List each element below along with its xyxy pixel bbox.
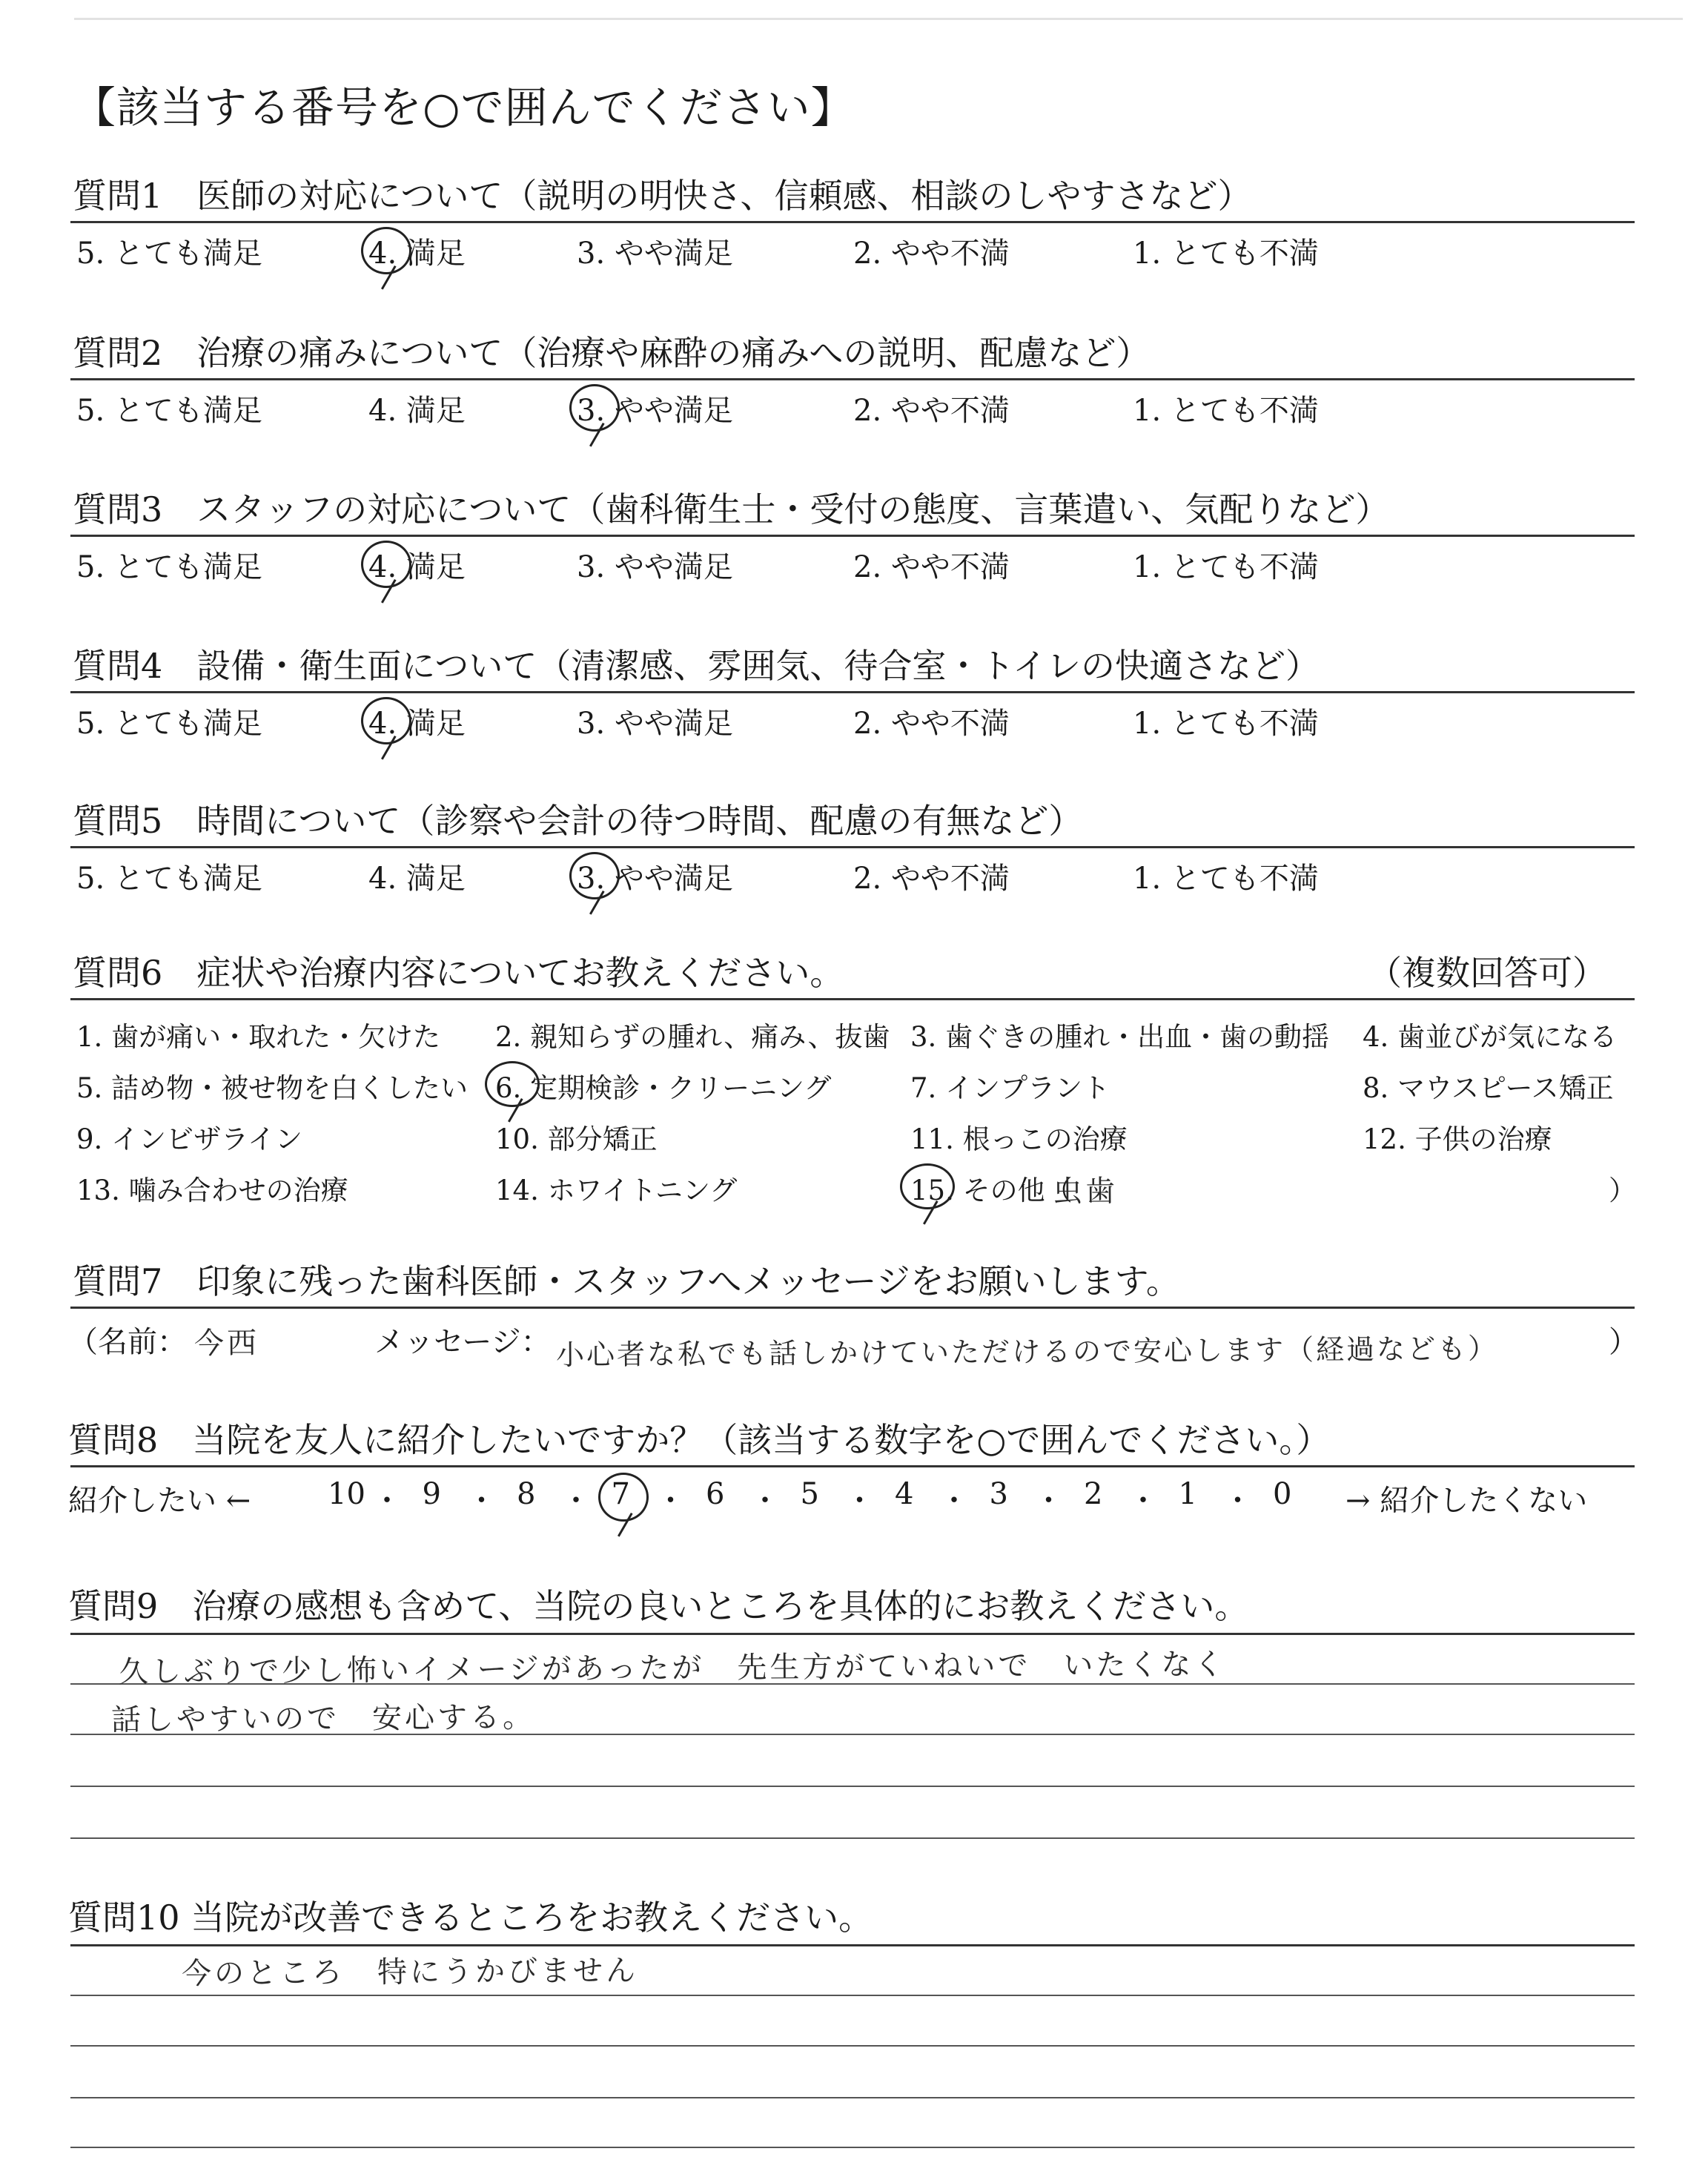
q10-title: 質問10 当院が改善できるところをお教えください。	[68, 1898, 873, 1938]
q9-title: 質問9 治療の感想も含めて、当院の良いところを具体的にお教えください。	[68, 1586, 1249, 1626]
q10-line-5	[70, 2147, 1635, 2148]
q5-option-3[interactable]: 3. やや満足	[577, 862, 733, 896]
q8-right-label: → 紹介したくない	[1345, 1484, 1588, 1518]
q5-option-5[interactable]: 1. とても不満	[1133, 862, 1319, 896]
q3-option-3[interactable]: 3. やや満足	[577, 550, 733, 584]
q1-title: 質問1 医師の対応について（説明の明快さ、信頼感、相談のしやすさなど）	[73, 176, 1252, 216]
q8-separator-1: ・	[372, 1484, 402, 1518]
q6-option-6[interactable]: 6. 定期検診・クリーニング	[495, 1072, 832, 1104]
q8-separator-7: ・	[939, 1484, 969, 1518]
q8-scale-4[interactable]: 4	[895, 1477, 914, 1511]
q6-option-5[interactable]: 5. 詰め物・被せ物を白くしたい	[76, 1072, 469, 1104]
q4-option-5[interactable]: 1. とても不満	[1133, 707, 1319, 741]
q2-title: 質問2 治療の痛みについて（治療や麻酔の痛みへの説明、配慮など）	[73, 333, 1151, 373]
q9-line-5	[70, 1837, 1635, 1839]
q7-name-value[interactable]: 今西	[193, 1326, 260, 1361]
q6-option-12[interactable]: 12. 子供の治療	[1363, 1123, 1552, 1155]
q8-scale-1[interactable]: 1	[1178, 1477, 1197, 1511]
q2-selected-circle[interactable]	[569, 384, 620, 432]
q6-option-4[interactable]: 4. 歯並びが気になる	[1363, 1021, 1618, 1053]
q6-option-2[interactable]: 2. 親知らずの腫れ、痛み、抜歯	[495, 1021, 890, 1053]
q9-answer-line-2[interactable]: 話しやすいので 安心する。	[110, 1700, 536, 1737]
q7-message-value[interactable]: 小心者な私でも話しかけていただけるので安心します（経過なども）	[555, 1332, 1499, 1372]
q1-option-3[interactable]: 3. やや満足	[577, 237, 733, 271]
q2-option-2[interactable]: 4. 満足	[368, 394, 466, 428]
q4-title: 質問4 設備・衛生面について（清潔感、雰囲気、待合室・トイレの快適さなど）	[73, 646, 1320, 686]
q5-title: 質問5 時間について（診察や会計の待つ時間、配慮の有無など）	[73, 801, 1083, 841]
q1-option-2[interactable]: 4. 満足	[368, 237, 466, 271]
q6-option-8[interactable]: 8. マウスピース矯正	[1363, 1072, 1614, 1104]
q8-scale-2[interactable]: 2	[1084, 1477, 1103, 1511]
q6-option-3[interactable]: 3. 歯ぐきの腫れ・出血・歯の動揺	[910, 1021, 1330, 1053]
q4-option-3[interactable]: 3. やや満足	[577, 707, 733, 741]
q1-rule	[70, 221, 1635, 223]
q5-option-1[interactable]: 5. とても満足	[76, 862, 262, 896]
q4-option-2[interactable]: 4. 満足	[368, 707, 466, 741]
q3-option-2[interactable]: 4. 満足	[368, 550, 466, 584]
q4-option-4[interactable]: 2. やや不満	[853, 707, 1010, 741]
q6-other-handwritten: 虫歯	[1052, 1174, 1119, 1209]
q10-line-3	[70, 2045, 1635, 2047]
q8-title: 質問8 当院を友人に紹介したいですか？（該当する数字を○で囲んでください。）	[68, 1420, 1331, 1460]
q8-scale-0[interactable]: 0	[1273, 1477, 1292, 1511]
q2-option-1[interactable]: 5. とても満足	[76, 394, 262, 428]
q6-option-9[interactable]: 9. インビザライン	[76, 1123, 302, 1155]
q10-line-1	[70, 1944, 1635, 1946]
page-heading: 【該当する番号を○で囲んでください】	[73, 82, 855, 133]
q10-answer-line-1[interactable]: 今のところ 特にうかびません	[181, 1953, 639, 1992]
q6-selected-circle-15[interactable]	[900, 1163, 955, 1209]
q1-option-1[interactable]: 5. とても満足	[76, 237, 262, 271]
q7-message-label: メッセージ：	[374, 1325, 551, 1359]
q8-separator-3: ・	[561, 1484, 591, 1518]
q6-note: （複数回答可）	[1368, 953, 1606, 993]
q8-separator-10: ・	[1222, 1484, 1253, 1518]
q6-option-15[interactable]: 15. その他（	[910, 1175, 1073, 1206]
q2-rule	[70, 378, 1635, 380]
q5-option-2[interactable]: 4. 満足	[368, 862, 466, 896]
q2-option-3[interactable]: 3. やや満足	[577, 394, 733, 428]
q4-option-1[interactable]: 5. とても満足	[76, 707, 262, 741]
q5-rule	[70, 846, 1635, 848]
q8-separator-8: ・	[1033, 1484, 1064, 1518]
q8-scale-9[interactable]: 9	[422, 1477, 441, 1511]
q8-left-label: 紹介したい ←	[68, 1484, 251, 1518]
q6-title: 質問6 症状や治療内容についてお教えください。	[73, 953, 844, 993]
q9-line-4	[70, 1786, 1635, 1787]
q8-scale-7[interactable]: 7	[611, 1477, 630, 1511]
q8-separator-2: ・	[466, 1484, 497, 1518]
q3-option-5[interactable]: 1. とても不満	[1133, 550, 1319, 584]
q4-selected-circle[interactable]	[361, 697, 411, 744]
q3-title: 質問3 スタッフの対応について（歯科衛生士・受付の態度、言葉遣い、気配りなど）	[73, 489, 1390, 529]
q8-scale-5[interactable]: 5	[800, 1477, 819, 1511]
q7-rule	[70, 1307, 1635, 1309]
q1-option-4[interactable]: 2. やや不満	[853, 237, 1010, 271]
q8-separator-5: ・	[750, 1484, 780, 1518]
q9-answer-line-1[interactable]: 久しぶりで少し怖いイメージがあったが 先生方がていねいで いたくなく	[118, 1647, 1227, 1690]
q1-option-5[interactable]: 1. とても不満	[1133, 237, 1319, 271]
q8-separator-4: ・	[655, 1484, 686, 1518]
q8-scale-8[interactable]: 8	[517, 1477, 536, 1511]
q7-name-label: （名前：	[68, 1325, 187, 1359]
q7-close-paren: ）	[1609, 1325, 1638, 1359]
q10-line-2	[70, 1995, 1635, 1996]
q6-option-11[interactable]: 11. 根っこの治療	[910, 1123, 1128, 1155]
q3-rule	[70, 535, 1635, 537]
q3-option-4[interactable]: 2. やや不満	[853, 550, 1010, 584]
q6-option-7[interactable]: 7. インプラント	[910, 1072, 1110, 1104]
q8-scale-10[interactable]: 10	[328, 1477, 365, 1511]
q6-rule	[70, 998, 1635, 1000]
q6-option-13[interactable]: 13. 噛み合わせの治療	[76, 1175, 348, 1206]
q8-rule	[70, 1465, 1635, 1467]
q10-line-4	[70, 2097, 1635, 2098]
q7-title: 質問7 印象に残った歯科医師・スタッフへメッセージをお願いします。	[73, 1261, 1180, 1301]
q3-selected-circle[interactable]	[361, 541, 411, 588]
q8-selected-circle[interactable]	[598, 1473, 649, 1522]
q8-separator-6: ・	[844, 1484, 875, 1518]
q8-scale-3[interactable]: 3	[989, 1477, 1008, 1511]
q6-option-10[interactable]: 10. 部分矯正	[495, 1123, 658, 1155]
q2-option-5[interactable]: 1. とても不満	[1133, 394, 1319, 428]
q5-option-4[interactable]: 2. やや不満	[853, 862, 1010, 896]
q3-option-1[interactable]: 5. とても満足	[76, 550, 262, 584]
q4-rule	[70, 691, 1635, 693]
q2-option-4[interactable]: 2. やや不満	[853, 394, 1010, 428]
q6-option-14[interactable]: 14. ホワイトニング	[495, 1175, 738, 1206]
q5-selected-circle[interactable]	[569, 852, 620, 899]
q8-separator-9: ・	[1128, 1484, 1158, 1518]
q8-scale-6[interactable]: 6	[706, 1477, 725, 1511]
q6-option-1[interactable]: 1. 歯が痛い・取れた・欠けた	[76, 1021, 441, 1053]
scan-edge-line	[74, 18, 1683, 20]
q9-line-1	[70, 1633, 1635, 1635]
q6-close-paren: ）	[1609, 1175, 1636, 1206]
q1-selected-circle[interactable]	[361, 227, 411, 274]
q6-selected-circle-6[interactable]	[485, 1061, 540, 1107]
